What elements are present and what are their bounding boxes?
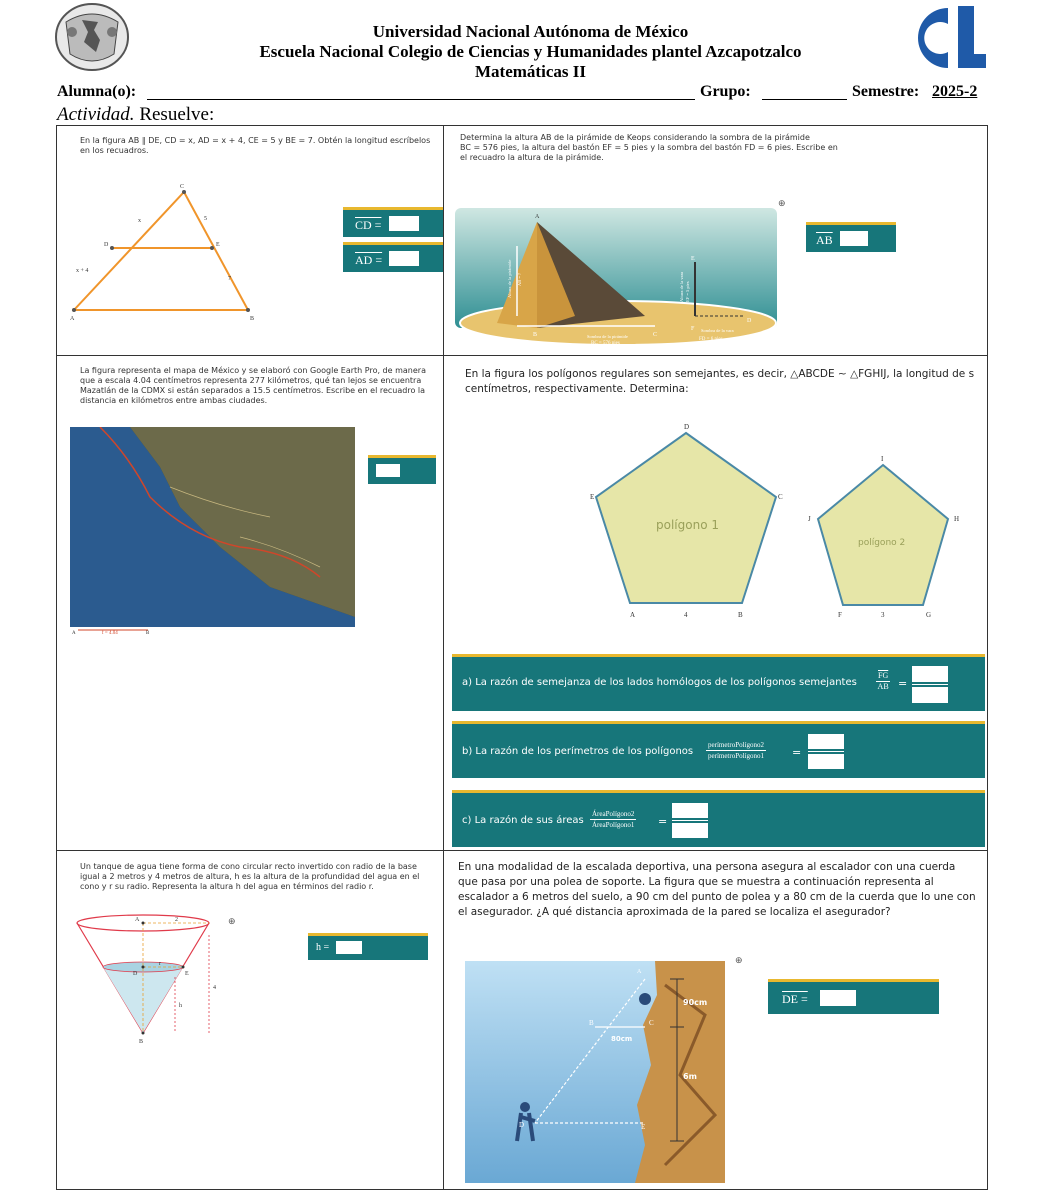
p2-line2: BC = 576 pies, la altura del bastón EF = 5 pies y la sombra del bastón FD = 6 pies. Escribe en xyxy=(460,143,838,152)
pyr-bc-caption: BC = 576 pies xyxy=(591,341,620,346)
qa-text: a) La razón de semejanza de los lados homólogos de los polígonos semejantes xyxy=(462,677,857,688)
p2-vertex-g: G xyxy=(926,611,932,619)
p1-vertex-a: A xyxy=(630,611,636,619)
group-field[interactable] xyxy=(762,99,847,100)
stick-ef-caption: EF = 5 pies xyxy=(685,281,690,302)
qa-num: $\overline{FG}$ xyxy=(878,671,889,680)
qb-num-input[interactable] xyxy=(808,734,844,749)
p2-vertex-i: I xyxy=(881,455,884,463)
qc-eq: = xyxy=(658,815,668,828)
climb-label-b: B xyxy=(589,1019,594,1027)
p4-question-b xyxy=(452,721,985,778)
qb-den: perímetroPolígono1 xyxy=(708,752,764,760)
p4-polygons-figure xyxy=(580,415,960,625)
p6-answer-box xyxy=(768,979,939,1014)
p3-map-figure xyxy=(70,427,355,635)
label-x: x xyxy=(138,218,141,224)
p5-cone-figure xyxy=(75,905,235,1045)
p6-climbing-figure xyxy=(465,955,735,1183)
p2-vertex-f: F xyxy=(838,611,842,619)
activity-heading xyxy=(57,104,214,126)
ad-input[interactable] xyxy=(389,251,419,266)
p1-vertex-e: E xyxy=(590,493,595,501)
p1-statement: En la figura AB ∥ DE, CD = x, AD = x + 4, CE = 5 y BE = 7. Obtén la longitud escríbelos en los recuadros. xyxy=(80,136,431,155)
pyr-label-e: E xyxy=(691,256,695,262)
distance-input[interactable] xyxy=(376,464,400,477)
school-title: Escuela Nacional Colegio de Ciencias y Humanidades plantel Azcapotzalco xyxy=(259,42,802,61)
climb-label-a: A xyxy=(637,969,642,975)
p2-side: 3 xyxy=(881,611,885,619)
p1-vertex-d: D xyxy=(684,423,690,431)
qb-text: b) La razón de los perímetros de los polígonos xyxy=(462,746,694,757)
qc-fraction-bar xyxy=(672,820,708,821)
pyr-ab-caption: AB = ? xyxy=(517,272,522,286)
grid-divider-vertical xyxy=(443,125,444,1189)
p5-answer-box xyxy=(308,933,428,960)
qa-den: AB xyxy=(877,682,889,691)
cone-label-h: h xyxy=(179,1003,182,1009)
p1-answer-cd xyxy=(343,207,443,237)
stick-shadow-caption: Sombra de la vara xyxy=(701,328,734,333)
map-scale: f = 4.04 xyxy=(102,631,118,635)
p2-line3: el recuadro la altura de la pirámide. xyxy=(460,153,604,162)
p1-vertex-b: B xyxy=(738,611,743,619)
p2-pyramid-figure xyxy=(455,198,785,348)
qc-den-input[interactable] xyxy=(672,823,708,838)
climb-dist-80: 80cm xyxy=(611,1035,633,1043)
qc-text: c) La razón de sus áreas xyxy=(462,815,584,826)
label-b: B xyxy=(250,316,255,320)
group-label: Grupo: xyxy=(700,83,751,100)
qc-num: ÁreaPolígono2 xyxy=(592,810,635,818)
stick-height-caption: Altura de la vara xyxy=(679,271,684,302)
qa-fraction xyxy=(876,671,890,692)
p4-question-a xyxy=(452,654,985,711)
qc-fraction xyxy=(590,809,636,830)
p1-side: 4 xyxy=(684,611,688,619)
p2-answer-ab xyxy=(806,222,896,252)
climb-dist-90: 90cm xyxy=(683,998,708,1007)
cone-label-two: 2 xyxy=(175,917,178,923)
pyr-shadow-caption: Sombra de la pirámide xyxy=(587,334,628,339)
p3-statement: La figura representa el mapa de México y se elaboró con Google Earth Pro, de manera que a escala 4.04 centímetros representa 277 kilómetros, qué tan lejos se encuentra Mazatlán de la CDMX si están separados a 15.5 centímetros. Escribe en el recuadro la distancia en kilómetros entre ambas ciudades. xyxy=(80,366,426,405)
cone-label-a: A xyxy=(135,917,140,923)
label-five: 5 xyxy=(204,216,207,222)
semester-value: 2025-2 xyxy=(932,83,978,100)
label-d: D xyxy=(104,242,109,248)
subject-title: Matemáticas II xyxy=(475,62,586,81)
cd-label: CD = xyxy=(355,218,382,232)
activity-text: Resuelve: xyxy=(139,104,215,125)
cone-label-b: B xyxy=(139,1039,144,1045)
climb-label-e: E xyxy=(641,1123,646,1131)
student-info-line xyxy=(57,83,987,103)
map-label-b: B xyxy=(146,631,150,635)
stick-fd-caption: FD = 6 pies xyxy=(699,337,723,342)
p1-triangle-figure xyxy=(70,180,270,320)
activity-label: Actividad. xyxy=(57,104,135,125)
climb-expand-icon[interactable]: ⊕ xyxy=(735,955,743,965)
p4-question-c xyxy=(452,790,985,847)
pyr-height-caption: Altura de la pirámide xyxy=(507,259,512,298)
polygon-1-label: polígono 1 xyxy=(656,518,719,532)
pyr-label-a: A xyxy=(535,214,540,220)
qc-den: ÁreaPolígono1 xyxy=(592,821,635,829)
h-label: h = xyxy=(316,942,330,953)
qc-num-input[interactable] xyxy=(672,803,708,818)
triangle-abc xyxy=(74,192,248,310)
label-seven: 7 xyxy=(228,276,231,282)
ab-input[interactable] xyxy=(840,231,868,246)
cone-label-e: E xyxy=(185,971,189,977)
pyr-label-c: C xyxy=(653,332,658,338)
polygon-2 xyxy=(818,465,948,605)
ab-label: $\overline{AB}$ xyxy=(816,233,833,247)
student-name-field[interactable] xyxy=(147,99,695,100)
p6-statement: En una modalidad de la escalada deportiva, una persona asegura al escalador con una cuerda que pasa por una polea de soporte. La figura que se muestra a continuación representa al escalador a 6 metros del suelo, a 90 cm del punto de polea y a 80 cm de la cuerda que lo une con el asegurador. ¿A qué distancia aproximada de la pared se localiza el asegurador? xyxy=(458,861,976,918)
de-input[interactable] xyxy=(820,990,856,1006)
qb-num: perímetroPolígono2 xyxy=(708,741,764,749)
qb-eq: = xyxy=(792,746,802,759)
qa-fraction-bar xyxy=(912,684,948,685)
p2-statement xyxy=(460,133,980,163)
cone-label-r: r xyxy=(159,961,161,967)
grid-divider-row2 xyxy=(56,850,987,851)
map-label-a: A xyxy=(72,631,76,635)
cone-expand-icon[interactable]: ⊕ xyxy=(228,916,236,926)
p4-statement: En la figura los polígonos regulares son semejantes, es decir, △ABCDE ∼ △FGHIJ, la longitud de s centímetros, respectivamente. Determina: xyxy=(465,368,975,395)
climb-label-c: C xyxy=(649,1019,654,1027)
university-title: Universidad Nacional Autónoma de México xyxy=(372,22,689,41)
qb-fraction-bar xyxy=(808,751,844,752)
qa-num-input[interactable] xyxy=(912,666,948,682)
p5-statement: Un tanque de agua tiene forma de cono circular recto invertido con radio de la base igual a 2 metros y 4 metros de altura, h es la altura de la profundidad del agua en el cono y r su radio. Representa la altura h del agua en términos del radio r. xyxy=(80,862,420,891)
label-e: E xyxy=(216,242,220,248)
h-input[interactable] xyxy=(336,941,362,954)
cone-label-d: D xyxy=(133,971,138,977)
p2-vertex-h: H xyxy=(954,515,960,523)
climb-dist-6: 6m xyxy=(683,1072,697,1081)
label-c: C xyxy=(180,184,185,190)
cd-input[interactable] xyxy=(389,216,419,231)
cone-label-four: 4 xyxy=(213,985,216,991)
p2-vertex-j: J xyxy=(808,515,811,523)
qb-fraction xyxy=(706,740,766,761)
qa-den-input[interactable] xyxy=(912,687,948,703)
p2-line1: Determina la altura AB de la pirámide de Keops considerando la sombra de la pirámide xyxy=(460,133,810,142)
de-label: DE = xyxy=(782,992,808,1006)
qa-eq: = xyxy=(898,677,908,690)
pyr-label-d: D xyxy=(747,318,752,324)
ad-label: AD = xyxy=(355,253,383,267)
grid-divider-row1 xyxy=(56,355,987,356)
p1-answer-ad xyxy=(343,242,443,272)
pyr-label-b: B xyxy=(533,332,538,338)
p1-vertex-c: C xyxy=(778,493,783,501)
pyr-label-f: F xyxy=(691,326,695,332)
semester-label: Semestre: xyxy=(852,83,920,100)
label-xp4: x + 4 xyxy=(76,268,89,274)
qb-den-input[interactable] xyxy=(808,754,844,769)
student-label: Alumna(o): xyxy=(57,83,137,100)
climb-label-d: D xyxy=(519,1121,525,1129)
expand-icon[interactable]: ⊕ xyxy=(778,198,786,208)
p3-answer-box xyxy=(368,455,436,484)
label-a: A xyxy=(70,316,75,320)
polygon-2-label: polígono 2 xyxy=(858,538,906,548)
